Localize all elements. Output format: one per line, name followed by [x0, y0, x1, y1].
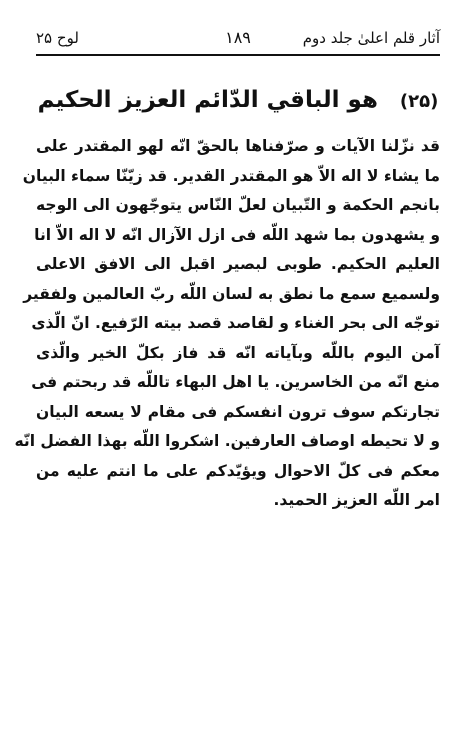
text-line: تجارتكم سوف ترون انفسكم فى مقام لا يسعه البيان	[36, 402, 440, 421]
header-divider	[36, 54, 440, 56]
page-number: ۱۸۹	[225, 28, 251, 47]
running-header	[36, 26, 440, 50]
text-line: ولسميع سمع ما نطق به لسان اللّه ربّ العالمين ولفقير	[23, 284, 440, 303]
text-line: معكم فى كلّ الاحوال ويؤيّدكم على ما انتم عليه من	[36, 461, 440, 480]
text-line: توجّه الى بحر الغناء و لقاصد قصد بيته الرّفيع. انّ الّذى	[31, 314, 440, 332]
text-line: آمن اليوم باللّه وبآياته انّه قد فاز بكلّ الخير والّذى	[36, 343, 440, 362]
section-heading	[36, 80, 440, 120]
body-text	[14, 132, 440, 516]
text-line: منع انّه من الخاسرين. يا اهل البهاء تاللّه قد ربحتم فى	[31, 373, 440, 391]
text-line: امر اللّه العزيز الحميد.	[273, 491, 440, 509]
text-line: ما يشاء لا اله الاّ هو المقتدر القدير. قد زيّنّا سماء البيان	[22, 166, 440, 185]
book-title: آثار قلم اعلیٰ جلد دوم	[302, 29, 440, 47]
text-line: و لا تحيطه اوصاف العارفين. اشكروا اللّه بهذا الفضل انّه	[14, 432, 440, 450]
section-title: هو الباقي الدّائم العزيز الحكيم	[37, 87, 378, 113]
text-line: و يشهدون بما شهد اللّه فى ازل الآزال انّه لا اله الاّ انا	[34, 225, 440, 244]
section-number: (۲۵)	[399, 91, 439, 112]
tablet-label: لوح ۲۵	[36, 29, 79, 47]
text-line: بانجم الحكمة و التّبيان لعلّ النّاس يتوجّهون الى الوجه	[36, 196, 440, 214]
text-line: قد نزّلنا الآيات و صرّفناها بالحقّ انّه لهو المقتدر على	[36, 137, 440, 155]
text-line: العليم الحكيم. طوبى لبصير اقبل الى الافق الاعلى	[36, 255, 440, 273]
